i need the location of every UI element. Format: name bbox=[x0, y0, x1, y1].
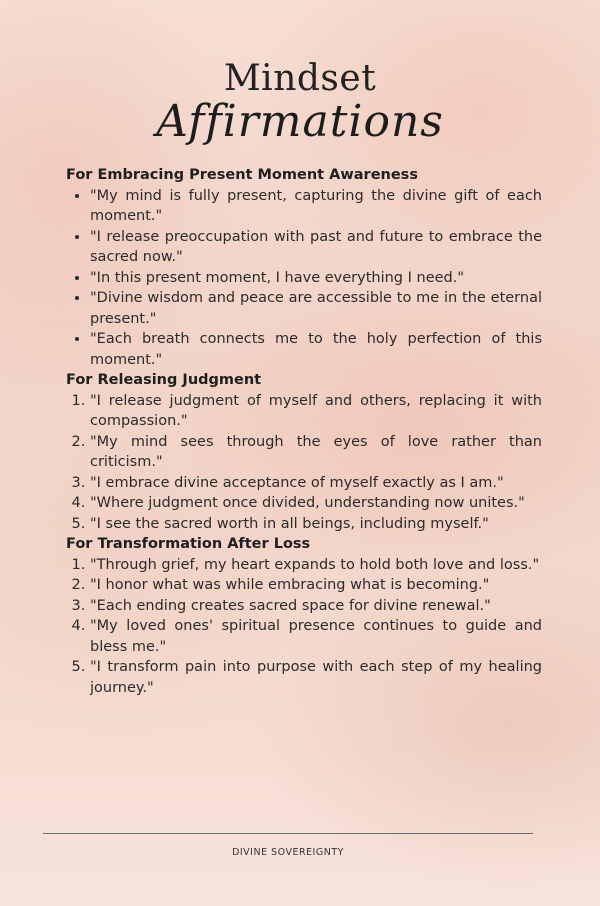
list-item: • "Divine wisdom and peace are accessible to me in the eternal present." bbox=[90, 288, 542, 329]
affirmations-content bbox=[66, 165, 542, 698]
footer-text: DIVINE SOVEREIGNTY bbox=[232, 847, 344, 858]
list-item: 4. "Where judgment once divided, understanding now unites." bbox=[90, 493, 542, 514]
list-item: • "My mind is fully present, capturing the divine gift of each moment." bbox=[90, 186, 542, 227]
list-item: 5. "I transform pain into purpose with each step of my healing journey." bbox=[90, 657, 542, 698]
list-item: • "In this present moment, I have everything I need." bbox=[90, 268, 542, 289]
list-item: 2. "My mind sees through the eyes of love rather than criticism." bbox=[90, 432, 542, 473]
list-item: • "Each breath connects me to the holy perfection of this moment." bbox=[90, 329, 542, 370]
list-item: 1. "Through grief, my heart expands to hold both love and loss." bbox=[90, 555, 542, 576]
list-item: • "I release preoccupation with past and future to embrace the sacred now." bbox=[90, 227, 542, 268]
section-heading-present-moment: For Embracing Present Moment Awareness bbox=[66, 167, 418, 183]
list-item: 5. "I see the sacred worth in all beings, including myself." bbox=[90, 514, 542, 535]
releasing-judgment-list bbox=[66, 391, 542, 535]
present-moment-list bbox=[66, 186, 542, 371]
transformation-list bbox=[66, 555, 542, 699]
list-item: 3. "Each ending creates sacred space for divine renewal." bbox=[90, 596, 542, 617]
section-heading-transformation: For Transformation After Loss bbox=[66, 536, 311, 552]
section-heading-releasing-judgment: For Releasing Judgment bbox=[66, 372, 262, 388]
list-item: 3. "I embrace divine acceptance of myself exactly as I am." bbox=[90, 473, 542, 494]
list-item: 2. "I honor what was while embracing what is becoming." bbox=[90, 575, 542, 596]
list-item: 4. "My loved ones' spiritual presence continues to guide and bless me." bbox=[90, 616, 542, 657]
page-title: Mindset bbox=[223, 58, 377, 99]
list-item: 1. "I release judgment of myself and others, replacing it with compassion." bbox=[90, 391, 542, 432]
page-subtitle: Affirmations bbox=[156, 96, 444, 147]
footer-divider bbox=[43, 833, 533, 834]
